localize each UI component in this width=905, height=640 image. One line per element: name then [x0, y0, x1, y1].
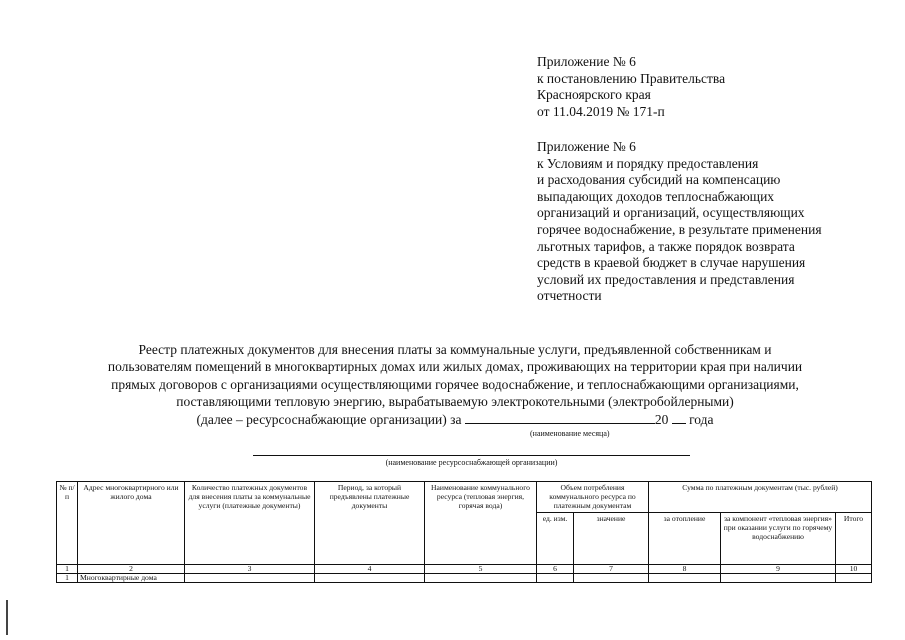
column-number: 3 [185, 564, 315, 573]
row-cell [315, 573, 425, 582]
appendix-line: к Условиям и порядку предоставления [537, 155, 759, 171]
header-num: № п/п [57, 482, 78, 565]
document-title [40, 341, 870, 410]
column-number: 7 [574, 564, 649, 573]
month-blank [465, 410, 655, 424]
appendix-line: от 11.04.2019 № 171-п [537, 103, 665, 119]
header-resource: Наименование коммунального ресурса (тепловая энергия, горячая вода) [425, 482, 537, 565]
row-address: Многоквартирные дома [78, 573, 185, 582]
header-volume: Объем потребления коммунального ресурса по платежным документам [537, 482, 649, 513]
title-line: прямых договоров с организациями осуществляющими горячее водоснабжение, и теплоснабжающими организациями, [111, 376, 799, 392]
title-line: поставляющими тепловую энергию, вырабатываемую электрокотельными (электробойлерными) [176, 393, 734, 409]
org-name-blank [253, 455, 690, 456]
column-number: 4 [315, 564, 425, 573]
header-address: Адрес многоквартирного или жилого дома [78, 482, 185, 565]
period-prefix: (далее – ресурсоснабжающие организации) за [196, 412, 462, 427]
header-sum-heating: за отопление [649, 512, 721, 564]
header-docs-count: Количество платежных документов для внесения платы за коммунальные услуги (платежные документы) [185, 482, 315, 565]
row-cell [574, 573, 649, 582]
row-cell [537, 573, 574, 582]
appendix-line: к постановлению Правительства [537, 70, 726, 86]
header-period: Период, за который предъявлены платежные документы [315, 482, 425, 565]
appendix-line: выпадающих доходов теплоснабжающих [537, 188, 775, 204]
month-hint: (наименование месяца) [530, 429, 610, 438]
column-number: 8 [649, 564, 721, 573]
column-number-row [57, 564, 872, 573]
appendix-line: Приложение № 6 [537, 54, 636, 69]
year-blank [672, 410, 686, 424]
table-row [57, 573, 872, 582]
appendix-line: средств в краевой бюджет в случае нарушения [537, 255, 806, 271]
appendix-line: организаций и организаций, осуществляющих [537, 205, 805, 221]
appendix-government-resolution [537, 54, 725, 120]
appendix-conditions [537, 139, 822, 305]
registry-table [56, 481, 872, 583]
title-line: Реестр платежных документов для внесения платы за коммунальные услуги, предъявленной собственникам и [138, 342, 772, 357]
row-cell [721, 573, 836, 582]
header-volume-value: значение [574, 512, 649, 564]
appendix-line: и расходования субсидий на компенсацию [537, 172, 781, 188]
appendix-line: льготных тарифов, а также порядок возврата [537, 238, 795, 254]
header-sum: Сумма по платежным документам (тыс. рублей) [649, 482, 872, 513]
year-suffix: года [689, 412, 714, 427]
column-number: 6 [537, 564, 574, 573]
period-line [40, 410, 870, 428]
row-cell [836, 573, 872, 582]
year-prefix: 20 [654, 412, 669, 427]
row-cell [649, 573, 721, 582]
scan-margin-mark [6, 600, 8, 635]
column-number: 9 [721, 564, 836, 573]
appendix-line: Приложение № 6 [537, 139, 636, 154]
appendix-line: горячее водоснабжение, в результате применения [537, 221, 822, 237]
row-cell [185, 573, 315, 582]
org-hint: (наименование ресурсоснабжающей организации) [385, 458, 558, 467]
appendix-line: отчетности [537, 288, 602, 304]
header-sum-component: за компонент «тепловая энергия» при оказании услуги по горячему водоснабжению [721, 512, 836, 564]
appendix-line: условий их предоставления и представления [537, 271, 795, 287]
column-number: 2 [78, 564, 185, 573]
column-number: 5 [425, 564, 537, 573]
appendix-line: Красноярского края [537, 87, 651, 103]
column-number: 10 [836, 564, 872, 573]
row-num: 1 [57, 573, 78, 582]
header-volume-unit: ед. изм. [537, 512, 574, 564]
header-sum-total: Итого [836, 512, 872, 564]
title-line: пользователям помещений в многоквартирных домах или жилых домах, проживающих на территории края при наличии [107, 359, 803, 375]
row-cell [425, 573, 537, 582]
column-number: 1 [57, 564, 78, 573]
